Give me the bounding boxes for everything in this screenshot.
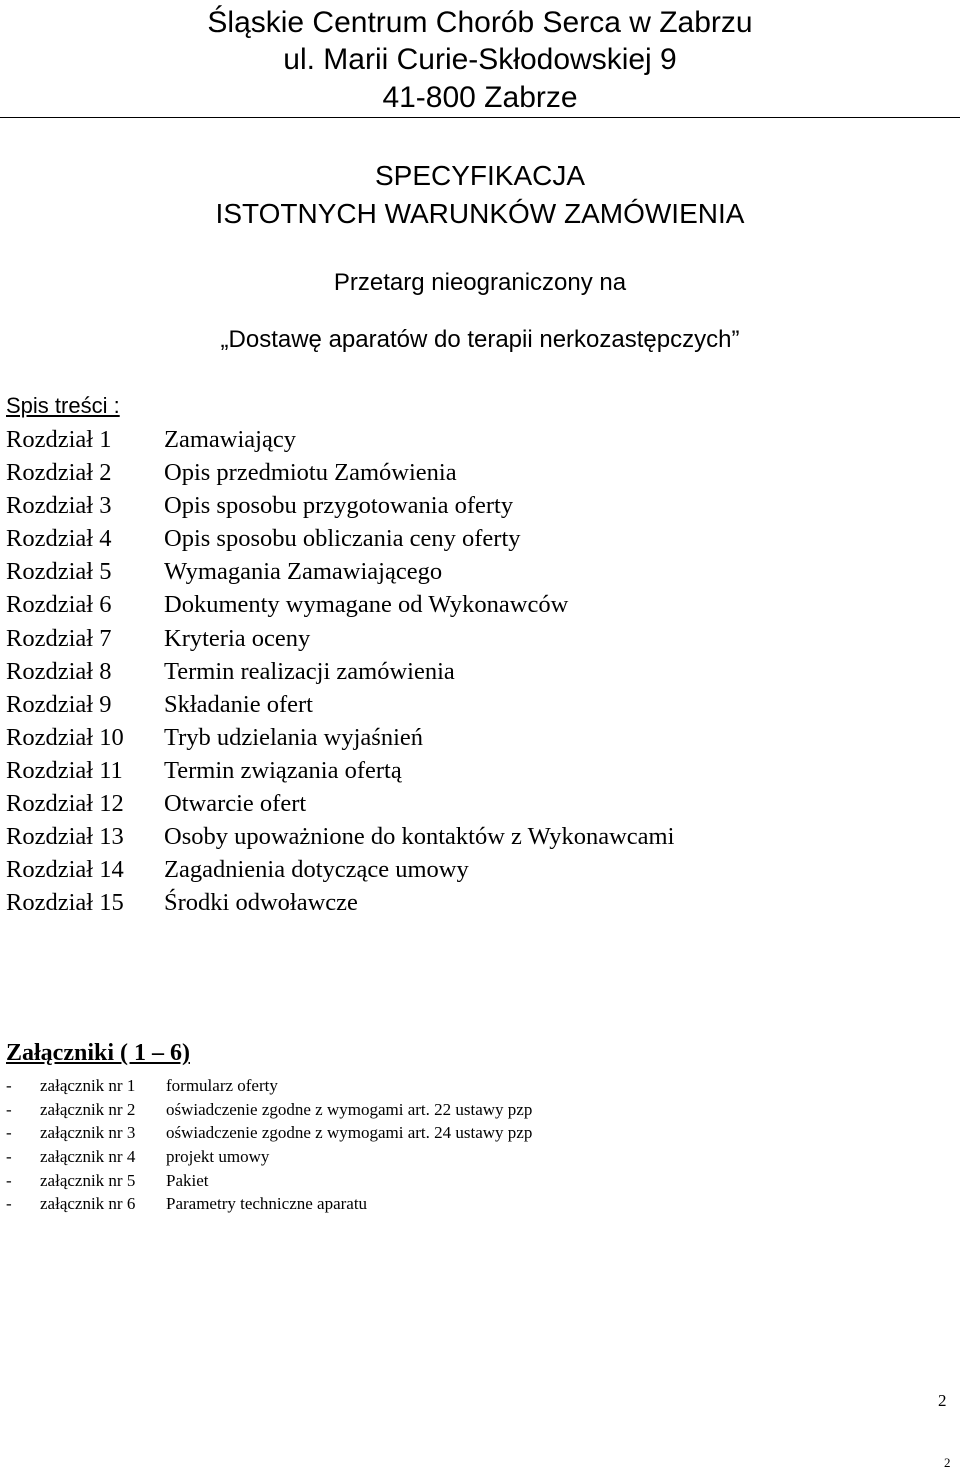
toc-chapter-title: Opis przedmiotu Zamówienia — [164, 459, 457, 487]
page-number: 2 — [938, 1391, 947, 1410]
toc-chapter-title: Zamawiający — [164, 426, 296, 453]
toc-item — [6, 456, 674, 489]
toc-chapter-number: Rozdział 7 — [6, 624, 112, 652]
toc-item — [6, 655, 674, 688]
toc-chapter-number: Rozdział 12 — [6, 790, 124, 818]
list-dash: - — [6, 1123, 12, 1143]
toc-item — [6, 820, 674, 853]
toc-chapter-number: Rozdział 5 — [6, 558, 112, 586]
list-dash: - — [6, 1194, 12, 1214]
footer-page-number: 2 — [944, 1455, 951, 1470]
institution-city: 41-800 Zabrze — [382, 81, 578, 114]
header-divider — [0, 117, 960, 118]
toc-chapter-title: Kryteria oceny — [164, 624, 311, 652]
toc-item — [6, 489, 674, 522]
toc-item — [6, 622, 674, 655]
attachment-label: załącznik nr 6 — [40, 1194, 136, 1214]
toc-item — [6, 555, 674, 588]
toc-item — [6, 522, 674, 555]
toc-chapter-title: Osoby upoważnione do kontaktów z Wykonawcami — [164, 823, 675, 851]
toc-chapter-number: Rozdział 13 — [6, 823, 124, 851]
toc-chapter-number: Rozdział 10 — [6, 723, 124, 751]
toc-chapter-number: Rozdział 9 — [6, 690, 112, 718]
attachment-description: Pakiet — [166, 1170, 209, 1190]
attachment-description: formularz oferty — [166, 1076, 278, 1095]
toc-item — [6, 588, 674, 621]
toc-chapter-number: Rozdział 14 — [6, 856, 124, 884]
toc-item — [6, 886, 674, 919]
attachment-label: załącznik nr 2 — [40, 1099, 136, 1119]
attachment-description: Parametry techniczne aparatu — [166, 1194, 368, 1214]
toc-item — [6, 853, 674, 886]
toc-chapter-title: Składanie ofert — [164, 690, 313, 718]
tender-subject: „Dostawę aparatów do terapii nerkozastępczych” — [220, 326, 740, 353]
attachment-label: załącznik nr 4 — [40, 1147, 136, 1167]
list-dash: - — [6, 1170, 12, 1190]
toc-chapter-number: Rozdział 15 — [6, 889, 124, 917]
toc-chapter-title: Opis sposobu obliczania ceny oferty — [164, 525, 521, 553]
attachment-description: oświadczenie zgodne z wymogami art. 24 ustawy pzp — [166, 1123, 533, 1143]
list-dash: - — [6, 1099, 12, 1119]
toc-chapter-title: Otwarcie ofert — [164, 790, 307, 818]
toc-chapter-title: Środki odwoławcze — [164, 889, 358, 917]
toc-chapter-title: Dokumenty wymagane od Wykonawców — [164, 591, 569, 619]
attachment-item — [6, 1074, 532, 1098]
institution-name: Śląskie Centrum Chorób Serca w Zabrzu — [207, 6, 753, 39]
toc-item — [6, 423, 674, 456]
toc-chapter-number: Rozdział 1 — [6, 426, 112, 453]
toc-chapter-number: Rozdział 8 — [6, 657, 112, 685]
attachment-item — [6, 1145, 532, 1169]
toc-chapter-number: Rozdział 3 — [6, 492, 112, 520]
toc-chapter-title: Termin związania ofertą — [164, 756, 402, 784]
attachment-label: załącznik nr 5 — [40, 1170, 136, 1190]
toc-chapter-title: Tryb udzielania wyjaśnień — [164, 723, 424, 751]
document-title-line1: SPECYFIKACJA — [374, 160, 586, 191]
toc-chapter-number: Rozdział 6 — [6, 591, 112, 619]
toc-item — [6, 787, 674, 820]
document-title-line2: ISTOTNYCH WARUNKÓW ZAMÓWIENIA — [215, 198, 745, 229]
toc-chapter-title: Opis sposobu przygotowania oferty — [164, 492, 514, 520]
attachment-label: załącznik nr 1 — [40, 1076, 136, 1095]
list-dash: - — [6, 1147, 12, 1167]
attachment-item — [6, 1121, 532, 1145]
table-of-contents — [6, 423, 674, 919]
attachment-item — [6, 1192, 532, 1216]
toc-heading: Spis treści : — [6, 393, 120, 418]
institution-street: ul. Marii Curie-Skłodowskiej 9 — [283, 43, 677, 76]
toc-chapter-number: Rozdział 2 — [6, 459, 112, 487]
attachment-label: załącznik nr 3 — [40, 1123, 136, 1143]
toc-chapter-title: Termin realizacji zamówienia — [164, 657, 455, 685]
attachment-description: projekt umowy — [166, 1147, 270, 1167]
toc-chapter-number: Rozdział 4 — [6, 525, 112, 553]
toc-item — [6, 721, 674, 754]
tender-type: Przetarg nieograniczony na — [333, 269, 627, 296]
toc-chapter-title: Zagadnienia dotyczące umowy — [164, 856, 469, 884]
attachments-list — [6, 1074, 532, 1216]
toc-item — [6, 754, 674, 787]
attachment-description: oświadczenie zgodne z wymogami art. 22 ustawy pzp — [166, 1099, 533, 1119]
attachment-item — [6, 1169, 532, 1193]
attachment-item — [6, 1098, 532, 1122]
toc-item — [6, 688, 674, 721]
attachments-heading: Załączniki ( 1 – 6) — [6, 1040, 190, 1066]
toc-chapter-title: Wymagania Zamawiającego — [164, 558, 443, 586]
toc-chapter-number: Rozdział 11 — [6, 756, 123, 784]
list-dash: - — [6, 1076, 12, 1095]
